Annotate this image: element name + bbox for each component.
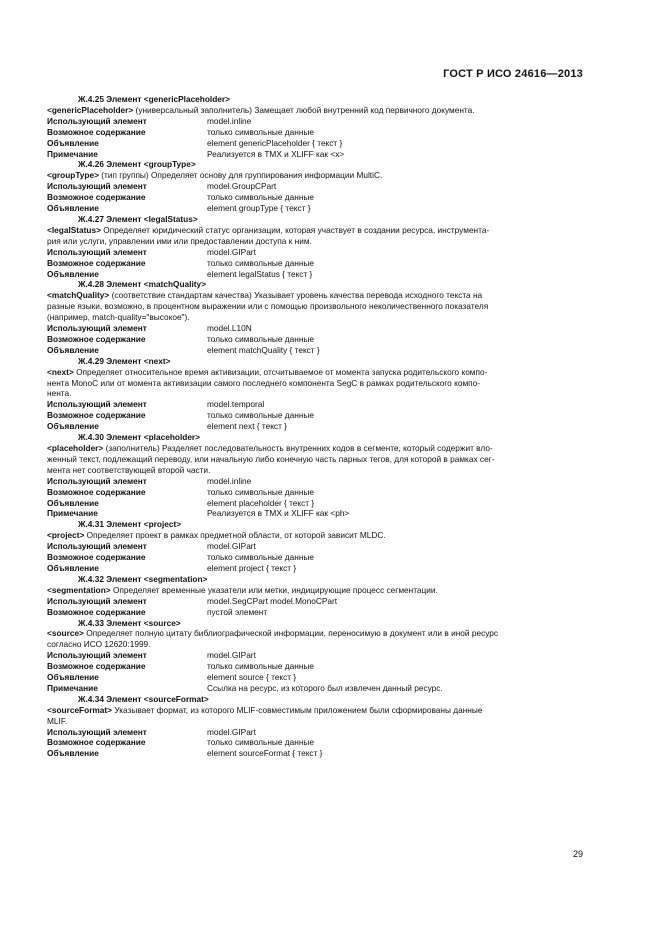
document-code: ГОСТ Р ИСО 24616—2013 <box>443 68 583 80</box>
property-value: element matchQuality { текст } <box>207 344 320 355</box>
section-description-line <box>47 312 585 323</box>
property-value: element placeholder { текст } <box>207 497 315 508</box>
element-tag: <matchQuality> <box>47 290 110 301</box>
section-description-line <box>47 367 585 378</box>
description-text: (заполнитель) Разделяет последовательность внутренних кодов в сегменте, который содержит вло- <box>103 443 493 453</box>
description-text: Определяет полную цитату библиографической информации, переносимую в документ или в иной ресурс <box>83 628 499 639</box>
property-row <box>47 498 585 509</box>
property-key: Использующий элемент <box>47 181 147 192</box>
property-row <box>47 596 585 607</box>
property-row <box>47 258 585 269</box>
property-key: Объявление <box>47 672 99 683</box>
property-value: только символьные данные <box>207 661 315 672</box>
section-description-line <box>47 225 585 236</box>
property-value: пустой элемент <box>207 606 268 617</box>
property-row <box>47 683 585 694</box>
element-tag: <project> <box>47 530 85 541</box>
section-description-line <box>47 105 585 116</box>
description-text: MLIF. <box>47 715 68 726</box>
section-heading: Ж.4.28 Элемент <matchQuality> <box>78 279 207 290</box>
property-row <box>47 116 585 127</box>
property-row <box>47 650 585 661</box>
section-description-line <box>47 628 585 639</box>
property-row <box>47 607 585 618</box>
property-row <box>47 345 585 356</box>
description-text: (соответствие стандартам качества) Указывает уровень качества перевода исходного текста на <box>109 290 483 301</box>
property-value: Реализуется в ТМХ и XLIFF как <ph> <box>207 508 350 519</box>
property-key: Примечание <box>47 148 98 159</box>
section-heading: Ж.4.34 Элемент <sourceFormat> <box>78 693 209 704</box>
property-value: model.GIPart <box>207 246 256 257</box>
property-key: Возможное содержание <box>47 126 146 137</box>
property-row <box>47 410 585 421</box>
element-tag: <genericPlaceholder> <box>47 104 134 115</box>
description-text: Определяет временные указатели или метки, индицирующие процесс сегментации. <box>110 584 438 595</box>
description-text: нента. <box>47 388 72 399</box>
property-key: Возможное содержание <box>47 661 146 672</box>
property-key: Использующий элемент <box>47 726 147 737</box>
property-key: Возможное содержание <box>47 333 146 344</box>
description-text: Определяет юридический статус организации, которая участвует в создании ресурса, инструмента- <box>100 224 490 235</box>
section-heading: Ж.4.29 Элемент <next> <box>78 355 171 366</box>
property-key: Использующий элемент <box>47 323 147 334</box>
property-value: model.inline <box>207 115 252 126</box>
section-heading: Ж.4.26 Элемент <groupType> <box>78 159 196 170</box>
property-key: Возможное содержание <box>47 486 146 497</box>
property-value: только символьные данные <box>207 552 315 563</box>
property-key: Объявление <box>47 203 99 214</box>
element-tag: <groupType> <box>47 170 99 181</box>
property-row <box>47 563 585 574</box>
property-row <box>47 334 585 345</box>
property-value: element sourceFormat { текст } <box>207 748 323 759</box>
description-text: мента нет соответствующей второй части. <box>47 464 211 475</box>
property-value: только символьные данные <box>207 486 315 497</box>
property-row <box>47 203 585 214</box>
property-value: Реализуется в ТМХ и XLIFF как <x> <box>207 148 345 159</box>
property-row <box>47 269 585 280</box>
property-row <box>47 421 585 432</box>
description-text: согласно ИСО 12620:1999. <box>47 639 151 650</box>
property-key: Объявление <box>47 748 99 759</box>
description-text: (тип группы) Определяет основу для группирования информации MultiC. <box>98 170 383 181</box>
property-key: Использующий элемент <box>47 650 147 661</box>
property-value: только символьные данные <box>207 737 315 748</box>
property-value: Ссылка на ресурс, из которого был извлечен данный ресурс. <box>207 682 443 693</box>
description-text: женный текст, подлежащий переводу, или начальную либо конечную часть парных тегов, для которой в рамках сег- <box>47 453 495 464</box>
property-row <box>47 247 585 258</box>
property-value: model.GIPart <box>207 726 256 737</box>
property-row <box>47 138 585 149</box>
property-value: element groupType { текст } <box>207 203 311 214</box>
property-value: только символьные данные <box>207 333 315 344</box>
property-key: Объявление <box>47 562 99 573</box>
property-value: только символьные данные <box>207 192 315 203</box>
section-description-line <box>47 530 585 541</box>
section-description-line <box>47 236 585 247</box>
property-key: Возможное содержание <box>47 410 146 421</box>
property-key: Объявление <box>47 344 99 355</box>
property-value: model.temporal <box>207 399 265 410</box>
property-key: Использующий элемент <box>47 475 147 486</box>
property-key: Использующий элемент <box>47 541 147 552</box>
property-row <box>47 192 585 203</box>
section-description-line <box>47 716 585 727</box>
property-key: Возможное содержание <box>47 552 146 563</box>
property-key: Возможное содержание <box>47 606 146 617</box>
section-description-line <box>47 388 585 399</box>
description-text: рия или услуги, управлении ими или предоставлении доступа к ним. <box>47 235 312 246</box>
property-key: Использующий элемент <box>47 595 147 606</box>
section-description-line <box>47 301 585 312</box>
property-value: только символьные данные <box>207 126 315 137</box>
property-key: Использующий элемент <box>47 115 147 126</box>
section-heading: Ж.4.33 Элемент <source> <box>78 617 181 628</box>
property-value: element source { текст } <box>207 672 297 683</box>
element-tag: <segmentation> <box>47 584 111 595</box>
property-key: Возможное содержание <box>47 257 146 268</box>
section-heading: Ж.4.32 Элемент <segmentation> <box>78 573 208 584</box>
property-key: Возможное содержание <box>47 737 146 748</box>
element-tag: <source> <box>47 628 84 639</box>
property-row <box>47 672 585 683</box>
property-key: Возможное содержание <box>47 192 146 203</box>
section-description-line <box>47 705 585 716</box>
section-description-line <box>47 465 585 476</box>
section-heading: Ж.4.25 Элемент <genericPlaceholder> <box>78 94 230 104</box>
element-tag: <sourceFormat> <box>47 704 113 715</box>
section-description-line <box>47 639 585 650</box>
document-body <box>47 94 585 759</box>
property-value: element project { текст } <box>207 562 297 573</box>
description-text: нента MonoC или от момента активизации самого последнего компонента SegC в рамках родительского компо- <box>47 377 481 388</box>
property-row <box>47 181 585 192</box>
property-row <box>47 661 585 672</box>
property-row <box>47 127 585 138</box>
description-text: Определяет относительное время активизации, отсчитываемое от момента запуска родительского компо- <box>73 366 488 377</box>
section-description-line <box>47 443 585 454</box>
property-value: model.SegCPart model.MonoCPart <box>207 595 338 606</box>
property-key: Примечание <box>47 682 98 693</box>
description-text: (например, match-quality="высокое"). <box>47 312 190 323</box>
section-heading: Ж.4.31 Элемент <project> <box>78 519 182 530</box>
property-row <box>47 323 585 334</box>
property-row <box>47 487 585 498</box>
section-heading: Ж.4.27 Элемент <legalStatus> <box>78 213 198 224</box>
property-key: Использующий элемент <box>47 246 147 257</box>
section-heading: Ж.4.30 Элемент <placeholder> <box>78 432 201 443</box>
property-row <box>47 737 585 748</box>
property-key: Объявление <box>47 421 99 432</box>
property-row <box>47 508 585 519</box>
section-description-line <box>47 585 585 596</box>
description-text: Определяет проект в рамках предметной области, от которой зависит MLDC. <box>84 530 386 541</box>
property-value: только символьные данные <box>207 257 315 268</box>
description-text: (универсальный заполнитель) Замещает любой внутренний код первичного документа. <box>133 104 475 115</box>
property-row <box>47 748 585 759</box>
property-row <box>47 476 585 487</box>
property-value: model.GIPart <box>207 541 256 552</box>
property-value: model.GroupCPart <box>207 181 277 192</box>
property-value: element legalStatus { текст } <box>207 268 313 279</box>
section-description-line <box>47 378 585 389</box>
element-tag: <next> <box>47 366 74 377</box>
property-row <box>47 727 585 738</box>
section-description-line <box>47 290 585 301</box>
section-description-line <box>47 454 585 465</box>
property-key: Объявление <box>47 137 99 148</box>
description-text: разные языки, возможно, в процентном выражении или с помощью произвольного неколичественного показателя <box>47 301 489 312</box>
property-row <box>47 541 585 552</box>
element-tag: <placeholder> <box>47 443 104 453</box>
property-key: Объявление <box>47 497 99 508</box>
description-text: Указывает формат, из которого MLIF-совместимым приложением были сформированы данные <box>112 704 483 715</box>
property-value: model.GIPart <box>207 650 256 661</box>
property-key: Объявление <box>47 268 99 279</box>
property-row <box>47 399 585 410</box>
property-row <box>47 552 585 563</box>
property-value: model.L10N <box>207 323 252 334</box>
element-tag: <legalStatus> <box>47 224 101 235</box>
property-key: Примечание <box>47 508 98 519</box>
property-row <box>47 149 585 160</box>
property-value: element genericPlaceholder { текст } <box>207 137 343 148</box>
section-description-line <box>47 170 585 181</box>
property-value: element next { текст } <box>207 421 287 432</box>
property-value: model.inline <box>207 475 252 486</box>
page-number: 29 <box>572 849 583 859</box>
property-key: Использующий элемент <box>47 399 147 410</box>
property-value: только символьные данные <box>207 410 315 421</box>
